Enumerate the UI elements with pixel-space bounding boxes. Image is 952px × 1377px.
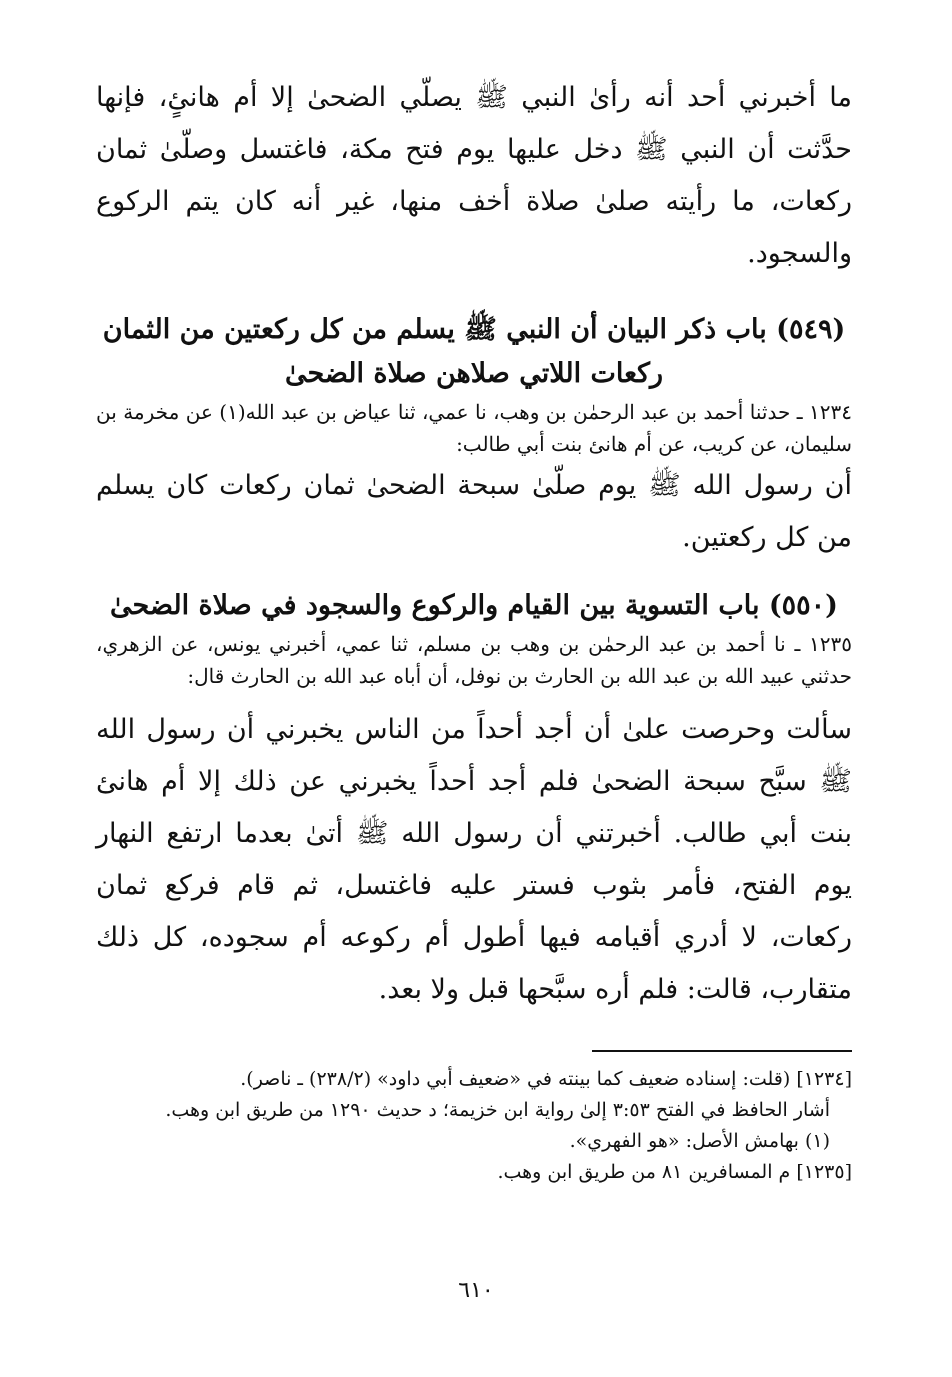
- footnote-separator: [592, 1050, 852, 1052]
- chapter-heading-550: (٥٥٠) باب التسوية بين القيام والركوع والسجود في صلاة الضحىٰ: [110, 590, 838, 621]
- footnote-1234: [١٢٣٤] (قلت: إسناده ضعيف كما بينته في «ضعيف أبي داود» (٢٣٨/٢) ـ ناصر).: [240, 1068, 852, 1090]
- isnad-1234: ١٢٣٤ ـ حدثنا أحمد بن عبد الرحمٰن بن وهب، نا عمي، ثنا عياض بن عبد الله(١) عن مخرمة بن سليمان، عن كريب، عن أم هانئ بنت أبي طالب:: [96, 400, 852, 456]
- isnad-1235: ١٢٣٥ ـ نا أحمد بن عبد الرحمٰن بن وهب بن مسلم، ثنا عمي، أخبرني يونس، عن الزهري، حدثني عبيد الله بن عبد الله بن الحارث بن نوفل، أن أباه عبد الله بن الحارث قال:: [96, 632, 852, 688]
- spacer: [96, 692, 852, 704]
- matn-1235: سألت وحرصت علىٰ أن أجد أحداً من الناس يخبرني أن رسول الله ﷺ سبَّح سبحة الضحىٰ فلم أجد أحداً يخبرني عن ذلك إلا أم هانئ بنت أبي طالب. أخبرتني أن رسول الله ﷺ أتىٰ بعدما ارتفع النهار يوم الفتح، فأمر بثوب فستر عليه فاغتسل، ثم قام فركع ثمان ركعات، لا أدري أقيامه فيها أطول أم ركوعه أم سجوده، كل ذلك متقارب، قالت: فلم أره سبَّحها قبل ولا بعد.: [96, 714, 852, 1005]
- footnote-1235: [١٢٣٥] م المسافرين ٨١ من طريق ابن وهب.: [497, 1161, 852, 1183]
- footnote-marginal: (١) بهامش الأصل: «هو الفهري».: [569, 1130, 830, 1152]
- chapter-heading-549: (٥٤٩) باب ذكر البيان أن النبي ﷺ يسلم من كل ركعتين من الثمان ركعات اللاتي صلاهن صلاة الضحىٰ: [102, 314, 846, 389]
- matn-1234: أن رسول الله ﷺ يوم صلّىٰ سبحة الضحىٰ ثمان ركعات كان يسلم من كل ركعتين.: [96, 470, 852, 553]
- spacer: [96, 280, 852, 308]
- footnote-1234-note: أشار الحافظ في الفتح ٣:٥٣ إلىٰ رواية ابن خزيمة؛ د حديث ١٢٩٠ من طريق ابن وهب.: [165, 1099, 830, 1121]
- spacer: [96, 564, 852, 584]
- intro-paragraph: ما أخبرني أحد أنه رأىٰ النبي ﷺ يصلّي الضحىٰ إلا أم هانئٍ، فإنها حدَّثت أن النبي ﷺ دخل عليها يوم فتح مكة، فاغتسل وصلّىٰ ثمان ركعات، ما رأيته صلىٰ صلاة أخف منها، غير أنه كان يتم الركوع والسجود.: [96, 82, 852, 269]
- page-number: ٦١٠: [458, 1278, 494, 1303]
